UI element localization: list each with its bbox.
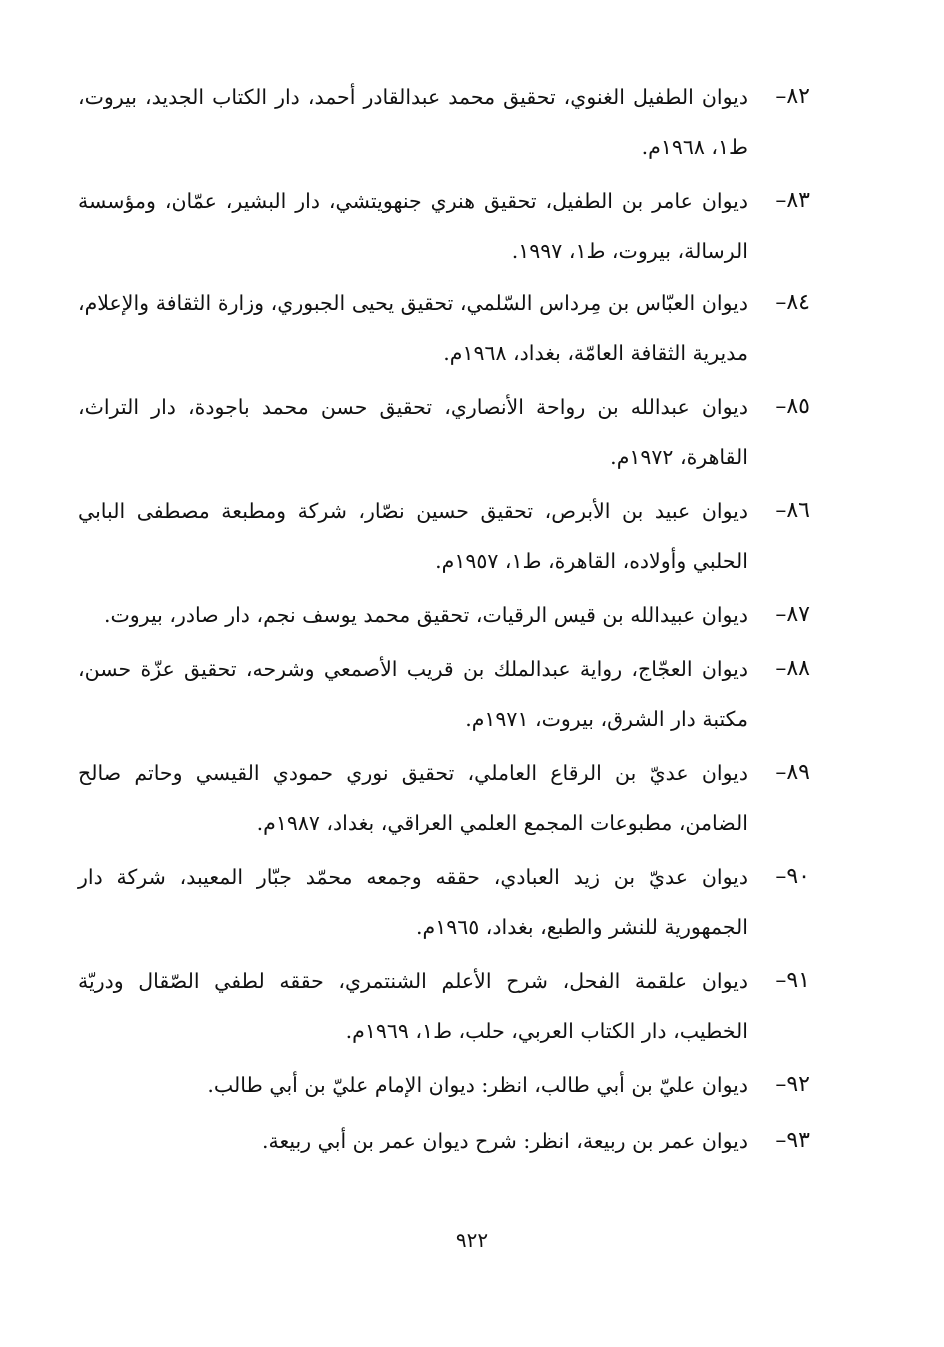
entry-text: ديوان علقمة الفحل، شرح الأعلم الشنتمري، حققه لطفي الصّقال ودريّة الخطيب، دار الكتاب العربي، حلب، ط١، ١٩٦٩م. — [78, 969, 748, 1043]
entry-number: ٨٧– — [775, 602, 810, 627]
bibliography-entry — [0, 72, 944, 172]
bibliography-list — [0, 72, 944, 1166]
bibliography-entry — [0, 644, 944, 744]
entry-number: ٨٢– — [775, 84, 810, 109]
bibliography-entry — [0, 956, 944, 1056]
entry-number: ٨٩– — [775, 760, 810, 785]
bibliography-entry — [0, 1060, 944, 1110]
bibliography-entry — [0, 852, 944, 952]
entry-number: ٩١– — [775, 968, 810, 993]
entry-text: ديوان عديّ بن الرقاع العاملي، تحقيق نوري حمودي القيسي وحاتم صالح الضامن، مطبوعات المجمع العلمي العراقي، بغداد، ١٩٨٧م. — [78, 761, 748, 835]
entry-number: ٨٦– — [775, 498, 810, 523]
entry-number: ٩٣– — [775, 1128, 810, 1153]
entry-text: ديوان عبيد بن الأبرص، تحقيق حسين نصّار، شركة ومطبعة مصطفى البابي الحلبي وأولاده، القاهرة، ط١، ١٩٥٧م. — [78, 499, 748, 573]
bibliography-entry — [0, 176, 944, 276]
bibliography-entry — [0, 278, 944, 378]
entry-number: ٩٢– — [775, 1072, 810, 1097]
bibliography-entry — [0, 382, 944, 482]
bibliography-entry — [0, 590, 944, 640]
entry-text: ديوان عديّ بن زيد العبادي، حققه وجمعه محمّد جبّار المعيبد، شركة دار الجمهورية للنشر والطبع، بغداد، ١٩٦٥م. — [78, 865, 748, 939]
entry-number: ٨٨– — [775, 656, 810, 681]
entry-text: ديوان عبيدالله بن قيس الرقيات، تحقيق محمد يوسف نجم، دار صادر، بيروت. — [103, 603, 748, 627]
entry-text: ديوان عبدالله بن رواحة الأنصاري، تحقيق حسن محمد باجودة، دار التراث، القاهرة، ١٩٧٢م. — [78, 395, 748, 469]
entry-number: ٨٥– — [775, 394, 810, 419]
entry-number: ٩٠– — [775, 864, 810, 889]
entry-text: ديوان الطفيل الغنوي، تحقيق محمد عبدالقادر أحمد، دار الكتاب الجديد، بيروت، ط١، ١٩٦٨م. — [78, 85, 748, 159]
entry-text: ديوان العجّاج، رواية عبدالملك بن قريب الأصمعي وشرحه، تحقيق عزّة حسن، مكتبة دار الشرق، بيروت، ١٩٧١م. — [78, 657, 748, 731]
entry-text: ديوان عامر بن الطفيل، تحقيق هنري جنهويتشي، دار البشير، عمّان، ومؤسسة الرسالة، بيروت، ط١، ١٩٩٧. — [78, 189, 748, 263]
entry-text: ديوان العبّاس بن مِرداس السّلمي، تحقيق يحيى الجبوري، وزارة الثقافة والإعلام، مديرية الثقافة العامّة، بغداد، ١٩٦٨م. — [78, 291, 748, 365]
entry-number: ٨٤– — [775, 290, 810, 315]
page-number: ٩٢٢ — [455, 1228, 489, 1252]
bibliography-entry — [0, 748, 944, 848]
bibliography-entry — [0, 1116, 944, 1166]
entry-number: ٨٣– — [775, 188, 810, 213]
entry-text: ديوان عليّ بن أبي طالب، انظر: ديوان الإمام عليّ بن أبي طالب. — [207, 1073, 748, 1097]
bibliography-entry — [0, 486, 944, 586]
entry-text: ديوان عمر بن ربيعة، انظر: شرح ديوان عمر بن أبي ربيعة. — [261, 1129, 748, 1153]
